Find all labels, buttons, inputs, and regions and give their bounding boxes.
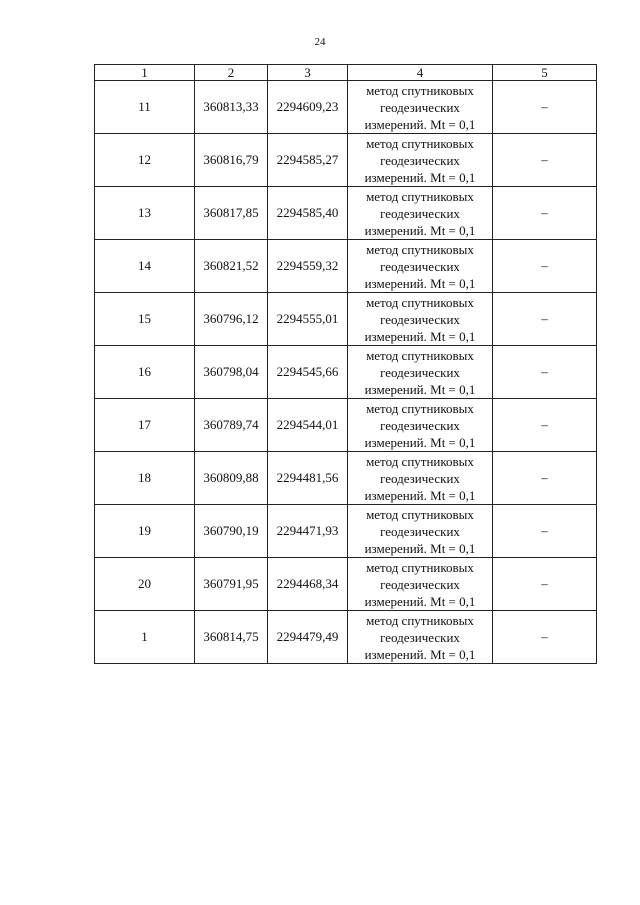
description-cell: – — [493, 611, 597, 664]
method-cell: метод спутниковых геодезических измерений. Mt = 0,1 — [348, 81, 493, 134]
x-coordinate-cell: 360813,33 — [195, 81, 268, 134]
point-number-cell: 1 — [95, 611, 195, 664]
method-cell: метод спутниковых геодезических измерений. Mt = 0,1 — [348, 240, 493, 293]
point-number-cell: 13 — [95, 187, 195, 240]
method-cell: метод спутниковых геодезических измерений. Mt = 0,1 — [348, 505, 493, 558]
point-number-cell: 12 — [95, 134, 195, 187]
table-row — [95, 558, 597, 611]
point-number-cell: 18 — [95, 452, 195, 505]
method-cell: метод спутниковых геодезических измерений. Mt = 0,1 — [348, 558, 493, 611]
y-coordinate-cell: 2294468,34 — [268, 558, 348, 611]
x-coordinate-cell: 360791,95 — [195, 558, 268, 611]
point-number-cell: 17 — [95, 399, 195, 452]
y-coordinate-cell: 2294544,01 — [268, 399, 348, 452]
table-row — [95, 452, 597, 505]
x-coordinate-cell: 360817,85 — [195, 187, 268, 240]
column-header-4: 4 — [348, 65, 493, 81]
method-cell: метод спутниковых геодезических измерений. Mt = 0,1 — [348, 346, 493, 399]
x-coordinate-cell: 360821,52 — [195, 240, 268, 293]
method-cell: метод спутниковых геодезических измерений. Mt = 0,1 — [348, 452, 493, 505]
x-coordinate-cell: 360790,19 — [195, 505, 268, 558]
table-row — [95, 81, 597, 134]
y-coordinate-cell: 2294481,56 — [268, 452, 348, 505]
x-coordinate-cell: 360814,75 — [195, 611, 268, 664]
table-row — [95, 293, 597, 346]
column-header-2: 2 — [195, 65, 268, 81]
description-cell: – — [493, 558, 597, 611]
point-number-cell: 14 — [95, 240, 195, 293]
table-header — [95, 65, 597, 81]
table-row — [95, 505, 597, 558]
method-cell: метод спутниковых геодезических измерений. Mt = 0,1 — [348, 134, 493, 187]
y-coordinate-cell: 2294585,40 — [268, 187, 348, 240]
method-cell: метод спутниковых геодезических измерений. Mt = 0,1 — [348, 399, 493, 452]
point-number-cell: 16 — [95, 346, 195, 399]
description-cell: – — [493, 187, 597, 240]
point-number-cell: 11 — [95, 81, 195, 134]
column-header-5: 5 — [493, 65, 597, 81]
description-cell: – — [493, 81, 597, 134]
description-cell: – — [493, 505, 597, 558]
y-coordinate-cell: 2294545,66 — [268, 346, 348, 399]
y-coordinate-cell: 2294479,49 — [268, 611, 348, 664]
description-cell: – — [493, 240, 597, 293]
point-number-cell: 20 — [95, 558, 195, 611]
y-coordinate-cell: 2294609,23 — [268, 81, 348, 134]
coordinates-table — [94, 64, 597, 664]
page-number: 24 — [314, 36, 326, 48]
y-coordinate-cell: 2294585,27 — [268, 134, 348, 187]
x-coordinate-cell: 360809,88 — [195, 452, 268, 505]
table-row — [95, 346, 597, 399]
table-body — [95, 81, 597, 664]
description-cell: – — [493, 346, 597, 399]
column-header-1: 1 — [95, 65, 195, 81]
x-coordinate-cell: 360789,74 — [195, 399, 268, 452]
header-row — [95, 65, 597, 81]
y-coordinate-cell: 2294471,93 — [268, 505, 348, 558]
x-coordinate-cell: 360798,04 — [195, 346, 268, 399]
table-row — [95, 399, 597, 452]
table-row — [95, 240, 597, 293]
method-cell: метод спутниковых геодезических измерений. Mt = 0,1 — [348, 187, 493, 240]
table-row — [95, 134, 597, 187]
x-coordinate-cell: 360796,12 — [195, 293, 268, 346]
description-cell: – — [493, 134, 597, 187]
x-coordinate-cell: 360816,79 — [195, 134, 268, 187]
method-cell: метод спутниковых геодезических измерений. Mt = 0,1 — [348, 293, 493, 346]
description-cell: – — [493, 293, 597, 346]
y-coordinate-cell: 2294559,32 — [268, 240, 348, 293]
table-row — [95, 611, 597, 664]
point-number-cell: 19 — [95, 505, 195, 558]
y-coordinate-cell: 2294555,01 — [268, 293, 348, 346]
description-cell: – — [493, 399, 597, 452]
point-number-cell: 15 — [95, 293, 195, 346]
table-row — [95, 187, 597, 240]
description-cell: – — [493, 452, 597, 505]
method-cell: метод спутниковых геодезических измерений. Mt = 0,1 — [348, 611, 493, 664]
column-header-3: 3 — [268, 65, 348, 81]
